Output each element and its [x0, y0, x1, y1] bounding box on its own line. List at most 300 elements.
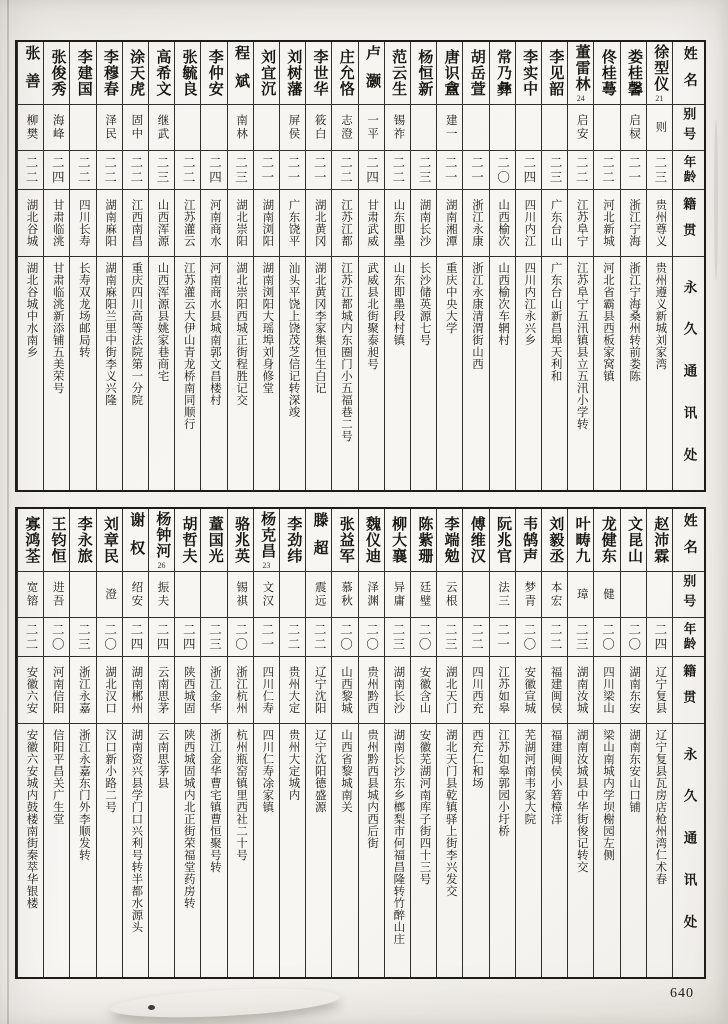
- person-native: 辽宁沈阳: [313, 666, 326, 714]
- person-native-cell: [18, 190, 43, 257]
- person-native-cell: [647, 190, 672, 257]
- person-age-cell: [332, 618, 357, 657]
- person-alias: 震远: [313, 581, 326, 608]
- person-age: 二三: [443, 622, 458, 652]
- person-name-cell: [254, 509, 279, 572]
- person-alias: 志澄: [339, 114, 352, 141]
- person-alias: 一平: [366, 114, 379, 141]
- person-address-cell: [411, 257, 436, 490]
- person-age: 二二: [24, 155, 39, 185]
- person-native-cell: [516, 190, 541, 257]
- person-address: 长沙储英源七号: [418, 262, 431, 346]
- row-header-column: [672, 42, 704, 490]
- person-alias: 启棂: [628, 114, 641, 141]
- person-address-cell: [359, 724, 384, 977]
- person-name: 蕫国光: [206, 516, 223, 564]
- person-address-cell: [280, 257, 305, 490]
- person-alias-cell: [437, 105, 462, 151]
- person-address: 汉口新小路二号: [104, 729, 117, 813]
- person-address-cell: [621, 724, 646, 977]
- person-native: 河南商水: [208, 199, 221, 247]
- person-native: 贵州尊义: [654, 199, 667, 247]
- person-native-cell: [18, 657, 43, 724]
- person-address: 江苏阜宁五汛镇县立五汛小学转: [575, 262, 588, 430]
- person-age: 二一: [626, 155, 641, 185]
- person-alias-cell: [385, 572, 410, 618]
- person-address: 湖南长沙东乡榔梨市何福昌隆转竹醉山庄: [392, 729, 405, 945]
- person-name-cell: [542, 509, 567, 572]
- page-gutter-edge: [7, 0, 9, 1024]
- person-native-cell: [306, 657, 331, 724]
- person-native-cell: [44, 190, 69, 257]
- person-native: 四川西充: [470, 666, 483, 714]
- person-age-cell: [490, 618, 515, 657]
- person-name: 李见韶: [547, 49, 564, 97]
- person-native-cell: [437, 190, 462, 257]
- person-age-cell: [411, 151, 436, 190]
- person-column: [646, 42, 672, 490]
- person-age-cell: [516, 618, 541, 657]
- person-address-cell: [97, 724, 122, 977]
- person-column: [358, 42, 384, 490]
- row-label-text: 籍贯: [681, 664, 697, 716]
- person-column: [200, 42, 226, 490]
- person-native-cell: [70, 657, 95, 724]
- person-age-cell: [359, 618, 384, 657]
- person-alias-cell: [621, 105, 646, 151]
- person-alias-cell: [149, 105, 174, 151]
- person-alias: 宽镕: [25, 581, 38, 608]
- person-alias-cell: [18, 572, 43, 618]
- person-address: 西充仁和场: [470, 729, 483, 789]
- scan-speck: [148, 1005, 155, 1010]
- person-address: 湖北谷城中水南乡: [25, 262, 38, 358]
- person-native-cell: [228, 190, 253, 257]
- person-age-cell: [123, 151, 148, 190]
- person-name-cell: [280, 509, 305, 572]
- person-age-cell: [70, 151, 95, 190]
- person-name: 李穆春: [101, 49, 118, 97]
- person-address: 贵州大定城内: [287, 729, 300, 801]
- person-alias: 法三: [497, 581, 510, 608]
- person-native: 湖北天门: [444, 666, 457, 714]
- person-age-cell: [280, 618, 305, 657]
- person-name-cell: [594, 42, 619, 105]
- person-age: 二一: [469, 155, 484, 185]
- person-native-cell: [385, 190, 410, 257]
- person-native: 安徽宣城: [523, 666, 536, 714]
- person-name: 张益军: [337, 516, 354, 564]
- person-native: 湖北汉口: [104, 666, 117, 714]
- person-age: 二三: [76, 622, 91, 652]
- person-name: 张善: [23, 45, 40, 101]
- person-alias-cell: [228, 572, 253, 618]
- person-column: [122, 42, 148, 490]
- row-label-text: 年龄: [682, 155, 696, 185]
- person-address: 山西省黎城南关: [339, 729, 352, 813]
- person-column: [174, 509, 200, 977]
- person-age-cell: [463, 151, 488, 190]
- person-name-cell: [568, 509, 593, 572]
- person-address: 山东即墨段村镇: [392, 262, 405, 346]
- person-address: 湖南麻阳兰里中街李义兴隆: [104, 262, 117, 406]
- person-age: 二〇: [364, 622, 379, 652]
- person-native-cell: [411, 190, 436, 257]
- person-name-cell: [175, 42, 200, 105]
- person-native: 湖南长沙: [418, 199, 431, 247]
- person-native: 山东即墨: [392, 199, 405, 247]
- person-age-cell: [594, 618, 619, 657]
- person-alias: 固中: [130, 114, 143, 141]
- person-address-cell: [568, 724, 593, 977]
- person-name-cell: [437, 42, 462, 105]
- person-name-cell: [18, 42, 43, 105]
- row-header-column: [672, 509, 704, 977]
- person-address-cell: [594, 724, 619, 977]
- person-age-cell: [254, 151, 279, 190]
- person-name-cell: [647, 42, 672, 105]
- person-note: 24: [576, 93, 585, 103]
- person-age: 二三: [652, 155, 667, 185]
- person-address-cell: [97, 257, 122, 490]
- person-native: 湖北黄冈: [313, 199, 326, 247]
- person-alias-cell: [594, 572, 619, 618]
- person-native: 山西浑源: [156, 199, 169, 247]
- person-age: 二四: [50, 155, 65, 185]
- person-alias-cell: [437, 572, 462, 618]
- person-address-cell: [280, 724, 305, 977]
- person-address: 芜湖河南韦家大院: [523, 729, 536, 825]
- person-alias-cell: [123, 105, 148, 151]
- person-native-cell: [306, 190, 331, 257]
- person-age-cell: [385, 618, 410, 657]
- person-column: [489, 42, 515, 490]
- person-address: 杭州瓶窑镇里西社二十号: [235, 729, 248, 861]
- person-address-cell: [123, 257, 148, 490]
- person-alias-cell: [123, 572, 148, 618]
- person-age: 二一: [495, 622, 510, 652]
- person-name: 叶畴九: [573, 516, 590, 564]
- person-alias-cell: [254, 572, 279, 618]
- person-address-cell: [18, 724, 43, 977]
- person-alias: 屏侯: [287, 114, 300, 141]
- person-name: 高希文: [154, 49, 171, 97]
- person-address: 江苏灌云大伊山青龙桥南同顺行: [182, 262, 195, 430]
- person-column: [279, 42, 305, 490]
- scan-streak: [714, 120, 718, 280]
- person-age: 二三: [155, 155, 170, 185]
- person-name-cell: [18, 509, 43, 572]
- person-age: 二〇: [600, 622, 615, 652]
- row-label-text: 永久通讯处: [681, 747, 697, 957]
- person-age-cell: [463, 618, 488, 657]
- person-native: 浙江杭州: [235, 666, 248, 714]
- person-alias-cell: [463, 572, 488, 618]
- person-name: 李世华: [311, 49, 328, 97]
- person-alias-cell: [647, 572, 672, 618]
- person-column: [331, 509, 357, 977]
- person-address: 武威县北街聚泰昶号: [366, 262, 379, 370]
- person-alias-cell: [594, 105, 619, 151]
- person-age: 二三: [574, 622, 589, 652]
- person-address: 河北省霸县西板家窝镇: [601, 262, 614, 382]
- person-alias: 海峰: [51, 114, 64, 141]
- person-alias-cell: [70, 572, 95, 618]
- person-age: 二二: [469, 622, 484, 652]
- person-age: 二〇: [417, 622, 432, 652]
- person-name-cell: [621, 42, 646, 105]
- person-name-cell: [70, 509, 95, 572]
- person-address-cell: [18, 257, 43, 490]
- person-native: 湖南湘潭: [444, 199, 457, 247]
- person-age: 二四: [181, 622, 196, 652]
- person-name-cell: [359, 509, 384, 572]
- person-age: 二一: [312, 155, 327, 185]
- person-age-cell: [490, 151, 515, 190]
- person-age-cell: [621, 618, 646, 657]
- person-name: 涂天虎: [128, 49, 145, 97]
- person-column: [122, 509, 148, 977]
- person-age: 二四: [155, 622, 170, 652]
- person-native: 江苏江都: [339, 199, 352, 247]
- person-address-cell: [463, 257, 488, 490]
- person-name-cell: [411, 509, 436, 572]
- person-address-cell: [44, 724, 69, 977]
- person-column: [17, 42, 43, 490]
- person-native-cell: [463, 657, 488, 724]
- person-native-cell: [463, 190, 488, 257]
- person-age: 二一: [259, 622, 274, 652]
- person-alias-cell: [542, 572, 567, 618]
- person-column: [567, 509, 593, 977]
- person-name-cell: [385, 42, 410, 105]
- person-native: 浙江永康: [470, 199, 483, 247]
- person-address-cell: [70, 257, 95, 490]
- person-native: 甘肃武威: [366, 199, 379, 247]
- person-name-cell: [97, 509, 122, 572]
- person-alias-cell: [149, 572, 174, 618]
- person-alias-cell: [306, 572, 331, 618]
- person-alias-cell: [332, 105, 357, 151]
- row-label-text: 籍贯: [681, 197, 697, 249]
- person-column: [174, 42, 200, 490]
- person-name: 胡哲夫: [180, 516, 197, 564]
- row-label-native: [673, 190, 704, 257]
- person-alias-cell: [201, 572, 226, 618]
- person-age-cell: [306, 151, 331, 190]
- person-column: [148, 509, 174, 977]
- person-alias-cell: [175, 572, 200, 618]
- person-native-cell: [542, 190, 567, 257]
- person-name: 李劲纬: [285, 516, 302, 564]
- person-address-cell: [70, 724, 95, 977]
- person-column: [646, 509, 672, 977]
- person-name-cell: [201, 509, 226, 572]
- person-address: 重庆四川高等法院第一分院: [130, 262, 143, 406]
- person-column: [305, 42, 331, 490]
- person-native: 湖南浏阳: [261, 199, 274, 247]
- person-address: 信阳平昌关广生堂: [51, 729, 64, 825]
- person-alias: 绍安: [130, 581, 143, 608]
- person-native: 山西榆次: [497, 199, 510, 247]
- person-native: 江苏阜宁: [575, 199, 588, 247]
- person-column: [489, 509, 515, 977]
- person-address: 河南商水县城南郭文昌楼村: [208, 262, 221, 406]
- person-age: 二一: [286, 155, 301, 185]
- person-age-cell: [149, 618, 174, 657]
- person-name-cell: [332, 509, 357, 572]
- person-name: 董雷林: [573, 43, 590, 92]
- person-address-cell: [123, 724, 148, 977]
- person-address-cell: [149, 257, 174, 490]
- person-native-cell: [123, 657, 148, 724]
- person-name-cell: [44, 509, 69, 572]
- person-age-cell: [254, 618, 279, 657]
- person-age-cell: [18, 618, 43, 657]
- person-column: [253, 509, 279, 977]
- person-column: [515, 42, 541, 490]
- person-name: 卢灏: [363, 45, 380, 101]
- person-age: 二二: [181, 155, 196, 185]
- person-age-cell: [44, 618, 69, 657]
- person-name-cell: [647, 509, 672, 572]
- person-native: 河北新城: [601, 199, 614, 247]
- person-address-cell: [306, 724, 331, 977]
- person-age: 二三: [233, 155, 248, 185]
- person-address-cell: [175, 257, 200, 490]
- person-age-cell: [70, 618, 95, 657]
- person-age-cell: [437, 151, 462, 190]
- person-alias-cell: [44, 572, 69, 618]
- person-alias: 梦青: [523, 581, 536, 608]
- person-alias-cell: [175, 105, 200, 151]
- person-native-cell: [621, 190, 646, 257]
- person-alias-cell: [44, 105, 69, 151]
- person-native-cell: [254, 190, 279, 257]
- person-note: 21: [655, 93, 664, 103]
- person-column: [148, 42, 174, 490]
- person-alias: 泽渊: [366, 581, 379, 608]
- person-native: 江西南昌: [130, 199, 143, 247]
- row-label-text: 永久通讯处: [681, 280, 697, 490]
- person-address-cell: [490, 257, 515, 490]
- person-name-cell: [332, 42, 357, 105]
- person-age-cell: [594, 151, 619, 190]
- person-native-cell: [594, 657, 619, 724]
- person-alias-cell: [411, 572, 436, 618]
- person-alias: 建一: [444, 114, 457, 141]
- person-alias: 异庸: [392, 581, 405, 608]
- person-name-cell: [306, 42, 331, 105]
- person-alias: 云根: [444, 581, 457, 608]
- person-address: 陕西城固城内北正街荣福堂药房转: [182, 729, 195, 909]
- person-native-cell: [568, 657, 593, 724]
- person-column: [462, 42, 488, 490]
- person-age-cell: [568, 151, 593, 190]
- person-alias-cell: [621, 572, 646, 618]
- person-alias: 南林: [235, 114, 248, 141]
- person-name: 佟桂蕚: [599, 49, 616, 97]
- person-address-cell: [228, 257, 253, 490]
- person-column: [593, 42, 619, 490]
- person-alias: 锡祺: [235, 581, 248, 608]
- person-age: 二三: [417, 155, 432, 185]
- person-age-cell: [18, 151, 43, 190]
- person-native: 四川内江: [523, 199, 536, 247]
- person-address-cell: [359, 257, 384, 490]
- person-native-cell: [516, 657, 541, 724]
- person-age: 二〇: [626, 622, 641, 652]
- person-alias: 进吾: [51, 581, 64, 608]
- row-label-text: 别号: [681, 574, 697, 615]
- person-address-cell: [621, 257, 646, 490]
- person-age: 二三: [390, 622, 405, 652]
- person-column: [620, 509, 646, 977]
- person-address: 浙江金华曹宅镇曹恒聚号转: [208, 729, 221, 873]
- person-alias-cell: [306, 105, 331, 151]
- person-alias-cell: [490, 105, 515, 151]
- person-age-cell: [437, 618, 462, 657]
- row-label-name: [673, 509, 704, 572]
- person-name-cell: [463, 509, 488, 572]
- person-alias-cell: [97, 572, 122, 618]
- person-address-cell: [254, 257, 279, 490]
- person-native-cell: [149, 190, 174, 257]
- person-name-cell: [149, 509, 174, 572]
- person-name: 张俊秀: [49, 49, 66, 97]
- person-alias-cell: [280, 572, 305, 618]
- person-name-cell: [490, 42, 515, 105]
- person-age-cell: [149, 151, 174, 190]
- person-native-cell: [647, 657, 672, 724]
- person-age-cell: [228, 618, 253, 657]
- person-age: 二三: [207, 622, 222, 652]
- person-native: 贵州大定: [287, 666, 300, 714]
- person-age-cell: [385, 151, 410, 190]
- person-native-cell: [542, 657, 567, 724]
- person-alias: 则: [654, 120, 667, 135]
- person-native: 湖北崇阳: [235, 199, 248, 247]
- person-age-cell: [280, 151, 305, 190]
- person-name-cell: [437, 509, 462, 572]
- person-column: [515, 509, 541, 977]
- person-name: 王钧恒: [49, 516, 66, 564]
- person-name: 骆兆英: [232, 516, 249, 564]
- person-age-cell: [175, 151, 200, 190]
- person-alias: 廷璧: [418, 581, 431, 608]
- person-address: 辽宁复县瓦房店枪州湾仁术春: [654, 729, 667, 885]
- row-label-name: [673, 42, 704, 105]
- person-address-cell: [516, 724, 541, 977]
- person-column: [462, 509, 488, 977]
- person-age: 二二: [600, 155, 615, 185]
- person-address: 湖北黄冈李家集恒生白记: [313, 262, 326, 394]
- person-address: 湖南资兴县学门口兴利号转半都水源头: [130, 729, 143, 933]
- person-address: 湖南汝城县中华街俊记转交: [575, 729, 588, 873]
- person-native: 四川仁寿: [261, 666, 274, 714]
- person-alias-cell: [516, 572, 541, 618]
- person-native: 湖南郴州: [130, 666, 143, 714]
- person-alias-cell: [97, 105, 122, 151]
- person-address: 辽宁沈阳德盛源: [313, 729, 326, 813]
- person-address-cell: [463, 724, 488, 977]
- person-age: 二二: [312, 622, 327, 652]
- person-name-cell: [385, 509, 410, 572]
- person-native-cell: [332, 190, 357, 257]
- person-age-cell: [44, 151, 69, 190]
- person-address-cell: [332, 257, 357, 490]
- person-address-cell: [385, 724, 410, 977]
